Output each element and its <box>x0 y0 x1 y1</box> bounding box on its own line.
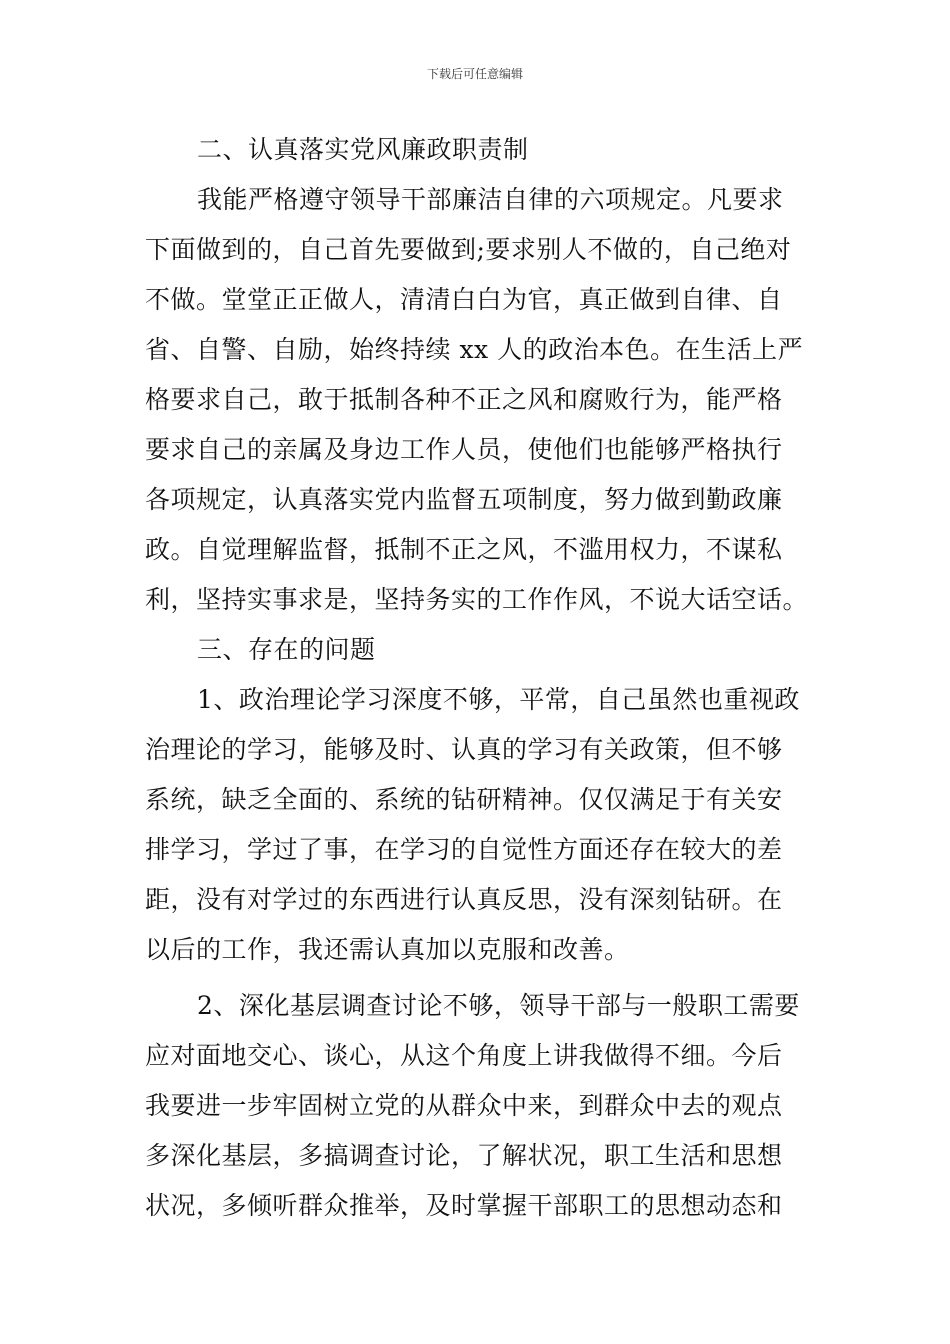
paragraph-line: 应对面地交心、谈心，从这个角度上讲我做得不细。今后 <box>145 1041 783 1070</box>
paragraph-line: 排学习，学过了事，在学习的自觉性方面还存在较大的差 <box>145 835 783 864</box>
paragraph-line: 状况，多倾听群众推举，及时掌握干部职工的思想动态和 <box>145 1191 783 1220</box>
paragraph-line: 利，坚持实事求是，坚持务实的工作作风，不说大话空话。 <box>145 585 809 614</box>
paragraph-line: 政。自觉理解监督，抵制不正之风，不滥用权力，不谋私 <box>145 535 783 564</box>
paragraph-line: 省、自警、自励，始终持续 xx 人的政治本色。在生活上严 <box>145 335 804 364</box>
paragraph-line: 不做。堂堂正正做人，清清白白为官，真正做到自律、自 <box>145 285 783 314</box>
paragraph-line: 以后的工作，我还需认真加以克服和改善。 <box>145 935 630 964</box>
paragraph-line: 2、深化基层调查讨论不够，领导干部与一般职工需要 <box>197 991 800 1020</box>
paragraph-line: 下面做到的，自己首先要做到;要求别人不做的，自己绝对 <box>145 235 792 264</box>
paragraph-line: 多深化基层，多搞调查讨论，了解状况，职工生活和思想 <box>145 1141 783 1170</box>
paragraph-line: 我要进一步牢固树立党的从群众中来，到群众中去的观点 <box>145 1091 783 1120</box>
paragraph-line: 1、政治理论学习深度不够，平常，自己虽然也重视政 <box>197 685 800 714</box>
paragraph-line: 各项规定，认真落实党内监督五项制度，努力做到勤政廉 <box>145 485 783 514</box>
section-heading: 三、存在的问题 <box>197 635 376 664</box>
section-heading: 二、认真落实党风廉政职责制 <box>197 135 529 164</box>
document-body <box>145 130 809 1236</box>
paragraph-line: 我能严格遵守领导干部廉洁自律的六项规定。凡要求 <box>197 185 784 214</box>
paragraph-line: 距，没有对学过的东西进行认真反思，没有深刻钻研。在 <box>145 885 783 914</box>
paragraph-line: 系统，缺乏全面的、系统的钻研精神。仅仅满足于有关安 <box>145 785 783 814</box>
paragraph-line: 要求自己的亲属及身边工作人员，使他们也能够严格执行 <box>145 435 783 464</box>
paragraph-line: 格要求自己，敢于抵制各种不正之风和腐败行为，能严格 <box>145 385 783 414</box>
paragraph-line: 治理论的学习，能够及时、认真的学习有关政策，但不够 <box>145 735 783 764</box>
page-header: 下载后可任意编辑 <box>426 67 523 81</box>
